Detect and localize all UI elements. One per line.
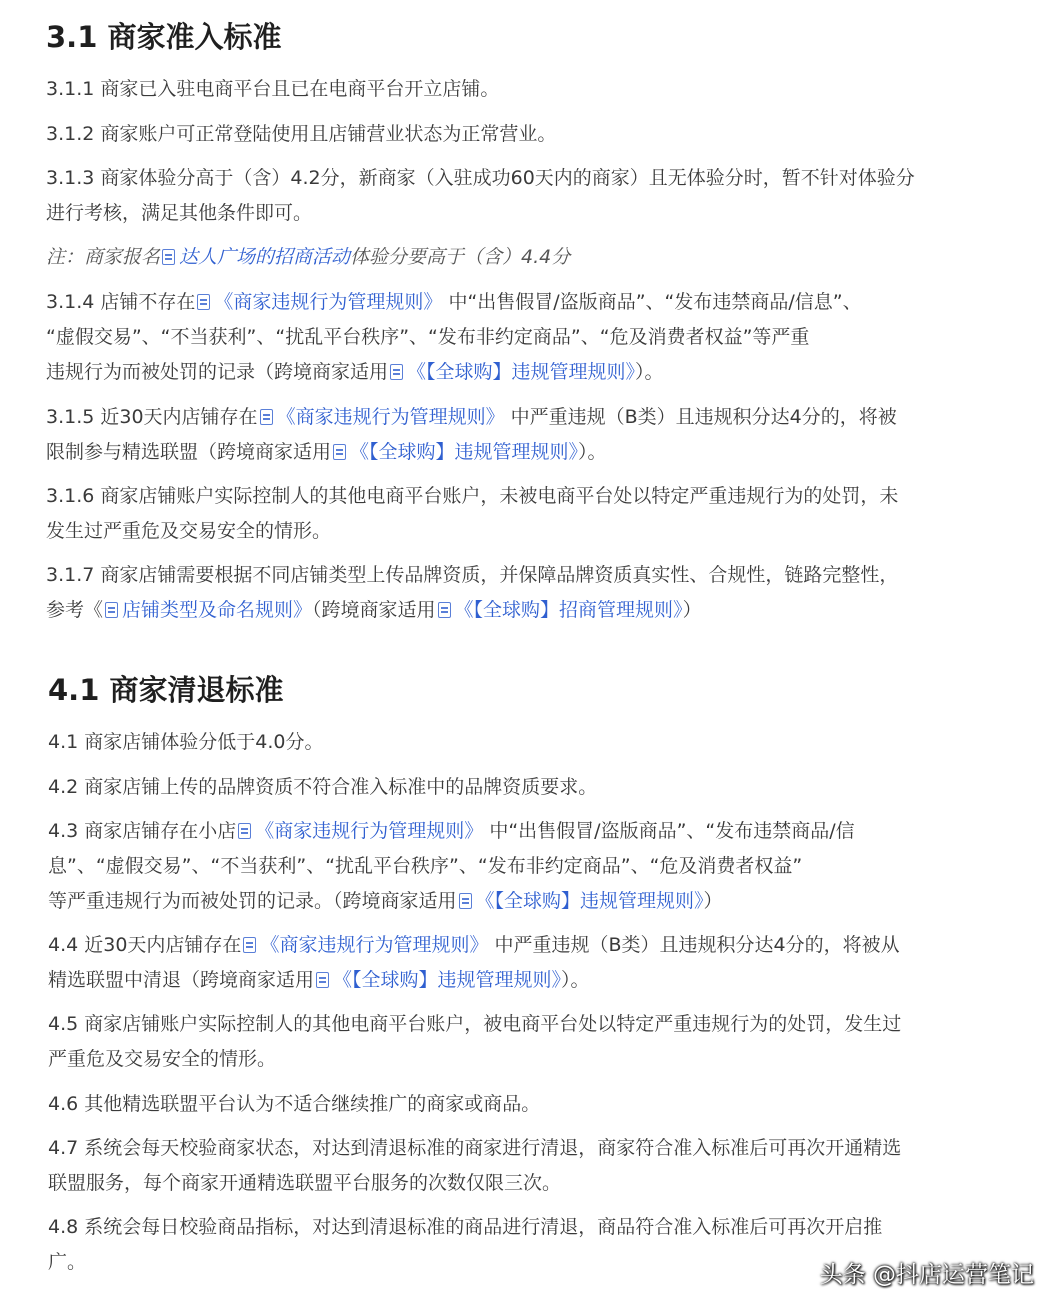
clause-4-6: 4.6 其他精选联盟平台认为不适合继续推广的商家或商品。 — [48, 1093, 541, 1115]
clause-3-1-7 — [46, 558, 898, 628]
text-run: 中“出售假冒/盗版商品”、“发布违禁商品/信息”、 — [442, 291, 862, 313]
clause-3-1-4 — [46, 285, 862, 390]
clause-4-3-line-1 — [48, 814, 855, 849]
text-run: ）。 — [578, 441, 607, 463]
rule-link[interactable]: 《商家违规行为管理规则》 — [214, 291, 443, 313]
clause-3-1-6 — [46, 479, 898, 549]
clause-4-2: 4.2 商家店铺上传的品牌资质不符合准入标准中的品牌资质要求。 — [48, 776, 598, 798]
clause-4-7-line-2: 联盟服务，每个商家开通精选联盟平台服务的次数仅限三次。 — [48, 1172, 562, 1194]
text-run: 限制参与精选联盟（跨境商家适用 — [46, 441, 332, 463]
clause-4-8-line-2: 广。 — [48, 1251, 87, 1273]
text-run: 违规行为而被处罚的记录（跨境商家适用 — [46, 361, 389, 383]
rule-link[interactable]: 《商家违规行为管理规则》 — [260, 934, 489, 956]
clause-3-1-6-line-2: 发生过严重危及交易安全的情形。 — [46, 520, 332, 542]
clause-3-1-3 — [46, 161, 915, 231]
clause-3-1-3-line-2: 进行考核，满足其他条件即可。 — [46, 202, 313, 224]
clause-3-1-2: 3.1.2 商家账户可正常登陆使用且店铺营业状态为正常营业。 — [46, 123, 557, 145]
clause-4-5-line-2: 严重危及交易安全的情形。 — [48, 1048, 277, 1070]
text-run: 中“出售假冒/盗版商品”、“发布违禁商品/信 — [483, 820, 855, 842]
rule-link[interactable]: 《【全球购】违规管理规则》 — [333, 969, 562, 991]
text-run: 4.3 商家店铺存在小店 — [48, 820, 237, 842]
document-icon — [459, 893, 472, 909]
document-icon — [390, 364, 403, 380]
clause-3-1-1: 3.1.1 商家已入驻电商平台且已在电商平台开立店铺。 — [46, 78, 500, 100]
rule-link[interactable]: 《商家违规行为管理规则》 — [276, 406, 505, 428]
clause-3-1-6-line-1: 3.1.6 商家店铺账户实际控制人的其他电商平台账户，未被电商平台处以特定严重违规行为的处罚，未 — [46, 485, 899, 507]
text-run: 中严重违规（B类）且违规积分达4分的，将被从 — [488, 934, 900, 956]
text-run: 4.4 近30天内店铺存在 — [48, 934, 242, 956]
text-run: 3.1.5 近30天内店铺存在 — [46, 406, 258, 428]
document-icon — [333, 444, 346, 460]
clause-4-3-line-2: 息”、“虚假交易”、“不当获利”、“扰乱平台秩序”、“发布非约定商品”、“危及消费者权益” — [48, 855, 803, 877]
text-run: ）。 — [635, 361, 664, 383]
clause-4-4 — [48, 928, 900, 998]
clause-3-1-3-line-1: 3.1.3 商家体验分高于（含）4.2分，新商家（入驻成功60天内的商家）且无体验分时，暂不针对体验分 — [46, 167, 915, 189]
document-icon — [260, 409, 273, 425]
document-icon — [105, 602, 118, 618]
clause-3-1-5-line-2 — [46, 435, 897, 470]
note-link[interactable]: 达人广场的招商活动 — [179, 246, 351, 268]
text-run: （跨境商家适用 — [312, 599, 436, 621]
section-title-3-1: 3.1 商家准入标准 — [46, 20, 282, 54]
clause-3-1-4-line-2: “虚假交易”、“不当获利”、“扰乱平台秩序”、“发布非约定商品”、“危及消费者权益”等严重 — [46, 326, 810, 348]
clause-4-3 — [48, 814, 855, 919]
clause-3-1-5-line-1 — [46, 400, 897, 435]
document-icon — [197, 294, 210, 310]
text-run: 等严重违规行为而被处罚的记录。（跨境商家适用 — [48, 890, 457, 912]
clause-4-7 — [48, 1131, 901, 1201]
text-run: 精选联盟中清退（跨境商家适用 — [48, 969, 315, 991]
rule-link[interactable]: 《【全球购】违规管理规则》 — [475, 890, 704, 912]
clause-4-4-line-2 — [48, 963, 900, 998]
document-icon — [316, 972, 329, 988]
section-title-4-1: 4.1 商家清退标准 — [48, 673, 284, 707]
rule-link[interactable]: 《【全球购】招商管理规则》 — [454, 599, 683, 621]
note-text-a: 注：商家报名 — [46, 246, 161, 268]
text-run: 中严重违规（B类）且违规积分达4分的，将被 — [504, 406, 897, 428]
rule-link[interactable]: 《【全球购】违规管理规则》 — [350, 441, 579, 463]
note-line — [46, 240, 570, 275]
clause-4-5-line-1: 4.5 商家店铺账户实际控制人的其他电商平台账户，被电商平台处以特定严重违规行为的处罚，发生过 — [48, 1013, 902, 1035]
text-run: ） — [682, 599, 702, 621]
clause-3-1-7-line-2 — [46, 593, 898, 628]
clause-4-8-line-1: 4.8 系统会每日校验商品指标，对达到清退标准的商品进行清退，商品符合准入标准后可再次开启推 — [48, 1216, 883, 1238]
clause-4-1: 4.1 商家店铺体验分低于4.0分。 — [48, 731, 324, 753]
note-text-b: 体验分要高于（含）4.4分 — [350, 246, 571, 268]
text-run: 3.1.4 店铺不存在 — [46, 291, 196, 313]
clause-3-1-4-line-1 — [46, 285, 862, 320]
text-run: ）。 — [561, 969, 590, 991]
text-run: 参考《 — [46, 599, 104, 621]
document-icon — [438, 602, 451, 618]
clause-3-1-7-line-1: 3.1.7 商家店铺需要根据不同店铺类型上传品牌资质，并保障品牌资质真实性、合规性，链路完整性， — [46, 564, 899, 586]
rule-link[interactable]: 店铺类型及命名规则》 — [122, 599, 313, 621]
clause-3-1-5 — [46, 400, 897, 470]
rule-link[interactable]: 《【全球购】违规管理规则》 — [407, 361, 636, 383]
clause-4-3-line-3 — [48, 884, 855, 919]
clause-4-5 — [48, 1007, 901, 1077]
watermark: 头条 @抖店运营笔记 — [819, 1262, 1034, 1288]
clause-4-8 — [48, 1210, 882, 1280]
clause-4-4-line-1 — [48, 928, 900, 963]
clause-4-7-line-1: 4.7 系统会每天校验商家状态，对达到清退标准的商家进行清退，商家符合准入标准后可再次开通精选 — [48, 1137, 902, 1159]
document-icon — [238, 823, 251, 839]
document-icon — [243, 937, 256, 953]
rule-link[interactable]: 《商家违规行为管理规则》 — [255, 820, 484, 842]
text-run: ） — [703, 890, 723, 912]
document-icon — [162, 249, 175, 265]
clause-3-1-4-line-3 — [46, 355, 862, 390]
